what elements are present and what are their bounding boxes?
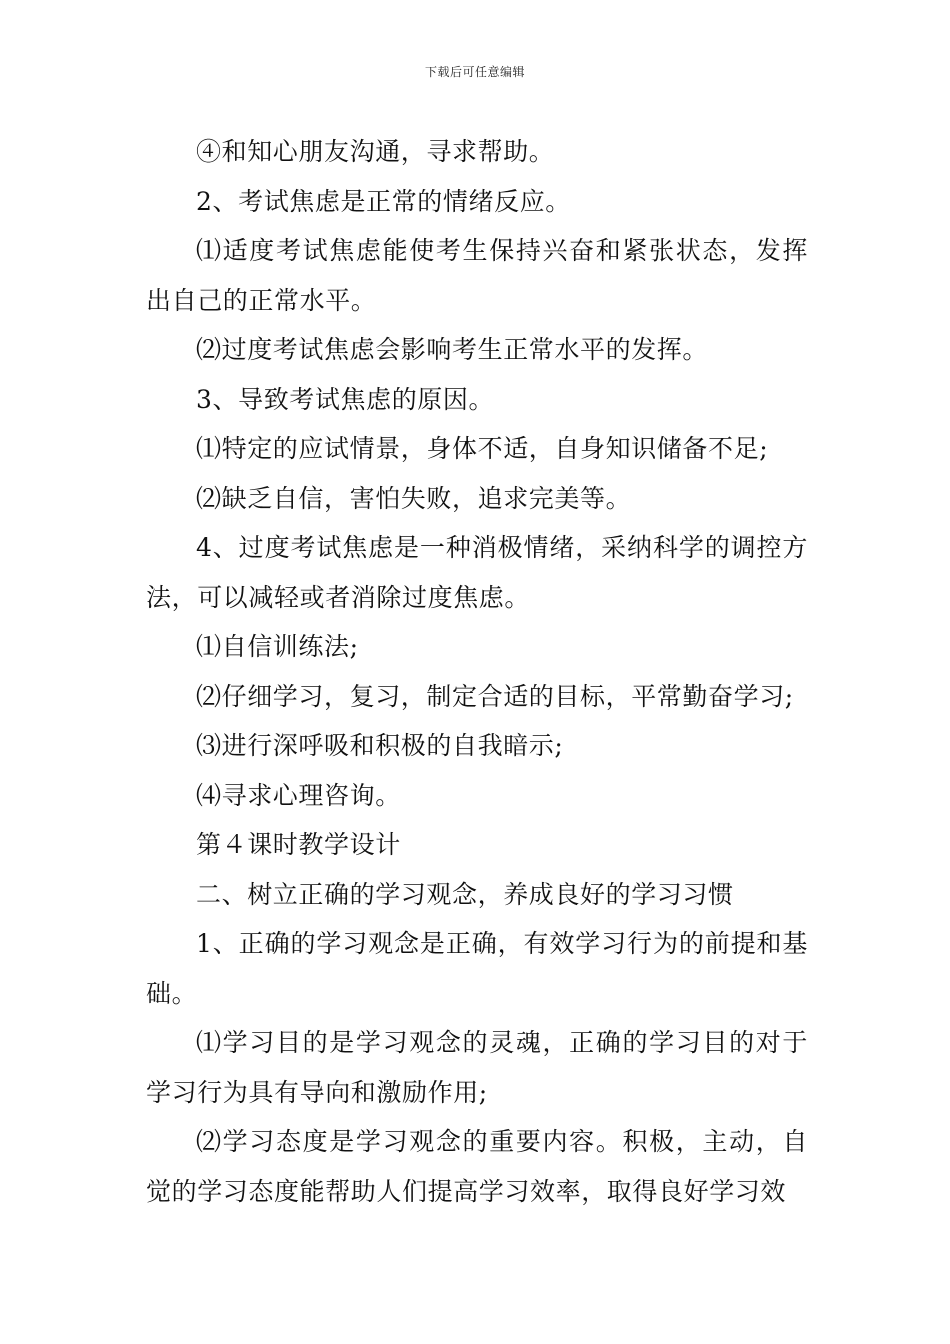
paragraph: 2、考试焦虑是正常的情绪反应。 (196, 186, 571, 216)
paragraph: ⑴特定的应试情景，身体不适，自身知识储备不足; (196, 434, 769, 463)
section-heading: 第４课时教学设计 (196, 830, 401, 859)
paragraph: ④和知心朋友沟通，寻求帮助。 (196, 137, 555, 166)
paragraph: ⑴学习目的是学习观念的灵魂，正确的学习目的对于学习行为具有导向和激励作用; (146, 1028, 808, 1107)
paragraph: 3、导致考试焦虑的原因。 (196, 384, 495, 414)
paragraph: ⑷寻求心理咨询。 (196, 780, 401, 810)
paragraph: 4、过度考试焦虑是一种消极情绪，采纳科学的调控方法，可以减轻或者消除过度焦虑。 (146, 533, 808, 612)
paragraph: ⑵过度考试焦虑会影响考生正常水平的发挥。 (196, 335, 709, 364)
paragraph: 1、正确的学习观念是正确，有效学习行为的前提和基础。 (146, 929, 808, 1008)
paragraph: ⑴适度考试焦虑能使考生保持兴奋和紧张状态，发挥出自己的正常水平。 (146, 236, 808, 315)
document-body (146, 127, 808, 1216)
page-header: 下载后可任意编辑 (424, 65, 525, 79)
paragraph: ⑵缺乏自信，害怕失败，追求完美等。 (196, 483, 632, 513)
paragraph: ⑵仔细学习，复习，制定合适的目标，平常勤奋学习; (196, 681, 794, 711)
paragraph: ⑴自信训练法; (196, 632, 359, 661)
paragraph: ⑶进行深呼吸和积极的自我暗示; (196, 731, 564, 760)
paragraph: ⑵学习态度是学习观念的重要内容。积极，主动，自觉的学习态度能帮助人们提高学习效率，取得良好学习效 (146, 1127, 808, 1206)
section-heading: 二、树立正确的学习观念，养成良好的学习习惯 (196, 879, 734, 909)
